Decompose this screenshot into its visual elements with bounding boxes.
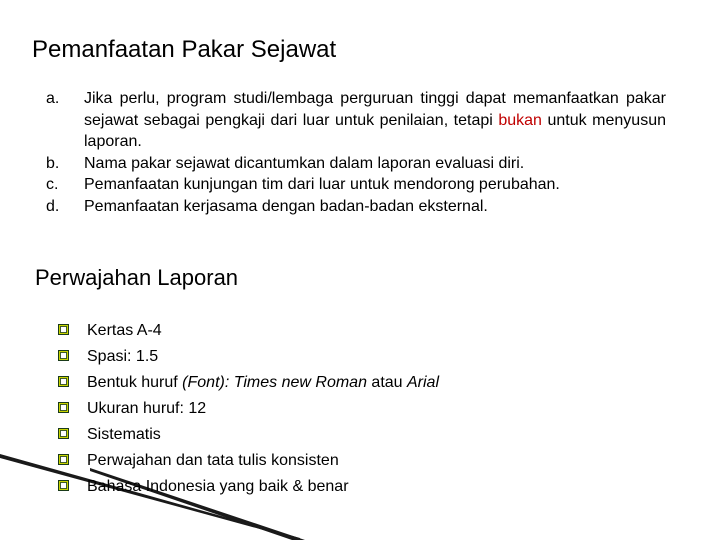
bullet-item — [57, 370, 439, 396]
list-item — [46, 153, 666, 175]
bullet-text-italic: Arial — [407, 374, 440, 391]
checkbox-bullet-icon — [58, 376, 69, 387]
list-item-text-part: Jika perlu, program studi/lembaga perguruan tinggi dapat memanfaatkan pakar sejawat sebagai pengkaji dari luar untuk penilaian, tetapi — [84, 90, 666, 129]
list-item-text: Nama pakar sejawat dicantumkan dalam laporan evaluasi diri. — [84, 154, 525, 172]
perwajahan-list — [57, 318, 439, 500]
list-item-text — [84, 88, 666, 153]
checkbox-bullet-icon — [58, 454, 69, 465]
list-marker: c. — [46, 176, 59, 193]
list-item-text: Pemanfaatan kerjasama dengan badan-badan eksternal. — [84, 197, 488, 215]
highlight-text: bukan — [498, 111, 542, 129]
checkbox-bullet-icon — [58, 480, 69, 491]
list-item — [46, 196, 666, 218]
bullet-item — [57, 396, 439, 422]
bullet-text: Spasi: 1.5 — [87, 348, 159, 365]
bullet-item — [57, 448, 439, 474]
bullet-text: Sistematis — [87, 426, 161, 443]
checkbox-bullet-icon — [58, 324, 69, 335]
list-item-text: Pemanfaatan kunjungan tim dari luar untuk mendorong perubahan. — [84, 176, 560, 193]
bullet-text — [87, 374, 439, 391]
list-marker: a. — [46, 90, 60, 107]
bullet-text: Kertas A-4 — [87, 322, 162, 339]
bullet-text-italic: (Font): Times new Roman — [182, 374, 367, 391]
checkbox-bullet-icon — [58, 428, 69, 439]
bullet-text: Ukuran huruf: 12 — [87, 400, 207, 417]
bullet-text: Bahasa Indonesia yang baik & benar — [87, 478, 349, 495]
checkbox-bullet-icon — [58, 350, 69, 361]
list-item — [46, 174, 666, 196]
list-marker: b. — [46, 154, 60, 172]
bullet-item — [57, 318, 439, 344]
list-item-text-part: untuk menyusun laporan. — [84, 111, 666, 150]
bullet-text: Perwajahan dan tata tulis konsisten — [87, 452, 339, 469]
section-title-perwajahan: Perwajahan Laporan — [35, 265, 239, 290]
pakar-list — [46, 88, 666, 217]
list-marker: d. — [46, 197, 60, 215]
bullet-item — [57, 474, 439, 500]
bullet-item — [57, 422, 439, 448]
section-title-pakar: Pemanfaatan Pakar Sejawat — [32, 36, 337, 63]
checkbox-bullet-icon — [58, 402, 69, 413]
bullet-text-part: atau — [366, 374, 407, 391]
bullet-item — [57, 344, 439, 370]
bullet-text-part: Bentuk huruf — [87, 374, 183, 391]
list-item — [46, 88, 666, 153]
